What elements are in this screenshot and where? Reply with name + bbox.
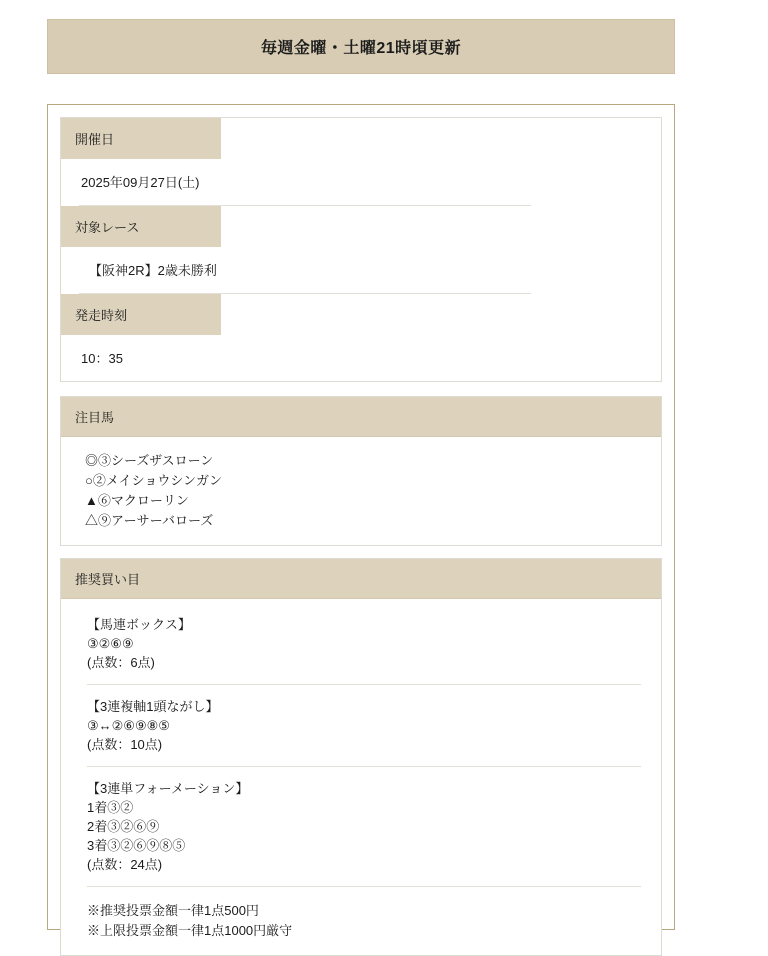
bet-point-count: (点数：24点) bbox=[87, 857, 163, 872]
bet-line: ③②⑥⑨ bbox=[87, 636, 134, 651]
bet-line: 1着③② bbox=[87, 800, 134, 815]
list-item: ▲⑥マクローリン bbox=[85, 493, 189, 508]
race-name-row bbox=[61, 206, 661, 294]
bet-group bbox=[61, 693, 661, 764]
bet-line: 3着③②⑥⑨⑧⑤ bbox=[87, 838, 186, 853]
content-card bbox=[47, 104, 675, 938]
recommended-bets-body bbox=[61, 599, 661, 955]
bet-group bbox=[61, 611, 661, 682]
race-date-row bbox=[61, 118, 661, 206]
featured-horses-list bbox=[61, 437, 661, 545]
bet-line: 2着③②⑥⑨ bbox=[87, 819, 160, 834]
divider bbox=[87, 684, 641, 685]
note-line: ※上限投票金額一律1点1000円厳守 bbox=[87, 923, 293, 938]
bet-line: ③↔②⑥⑨⑧⑤ bbox=[87, 718, 170, 733]
list-item: △⑨アーサーバローズ bbox=[85, 513, 214, 528]
start-time-row bbox=[61, 294, 661, 381]
note-line: ※推奨投票金額一律1点500円 bbox=[87, 903, 259, 918]
race-date-value: 2025年09月27日(土) bbox=[81, 175, 200, 190]
list-item: ○②メイショウシンガン bbox=[85, 473, 223, 488]
bet-group bbox=[61, 775, 661, 884]
bet-notes bbox=[61, 895, 661, 951]
recommended-bets-block bbox=[60, 558, 662, 956]
bet-group-title: 【3連複軸1頭ながし】 bbox=[87, 699, 219, 714]
race-info-block bbox=[60, 117, 662, 382]
list-item: ◎③シーズザスローン bbox=[85, 453, 214, 468]
divider bbox=[87, 766, 641, 767]
bet-point-count: (点数：6点) bbox=[87, 655, 155, 670]
featured-horses-block bbox=[60, 396, 662, 546]
divider bbox=[87, 886, 641, 887]
page-title: 毎週金曜・土曜21時頃更新 bbox=[260, 40, 462, 57]
race-name-label: 対象レース bbox=[61, 206, 221, 247]
race-date-label: 開催日 bbox=[61, 118, 221, 159]
recommended-bets-heading: 推奨買い目 bbox=[61, 559, 661, 599]
bet-point-count: (点数：10点) bbox=[87, 737, 163, 752]
bet-group-title: 【馬連ボックス】 bbox=[87, 617, 191, 632]
start-time-value: 10：35 bbox=[81, 351, 123, 366]
start-time-label: 発走時刻 bbox=[61, 294, 221, 335]
race-name-value: 【阪神2R】2歳未勝利 bbox=[89, 263, 217, 278]
featured-horses-heading: 注目馬 bbox=[61, 397, 661, 437]
header-banner bbox=[47, 19, 675, 74]
bet-group-title: 【3連単フォーメーション】 bbox=[87, 781, 249, 796]
